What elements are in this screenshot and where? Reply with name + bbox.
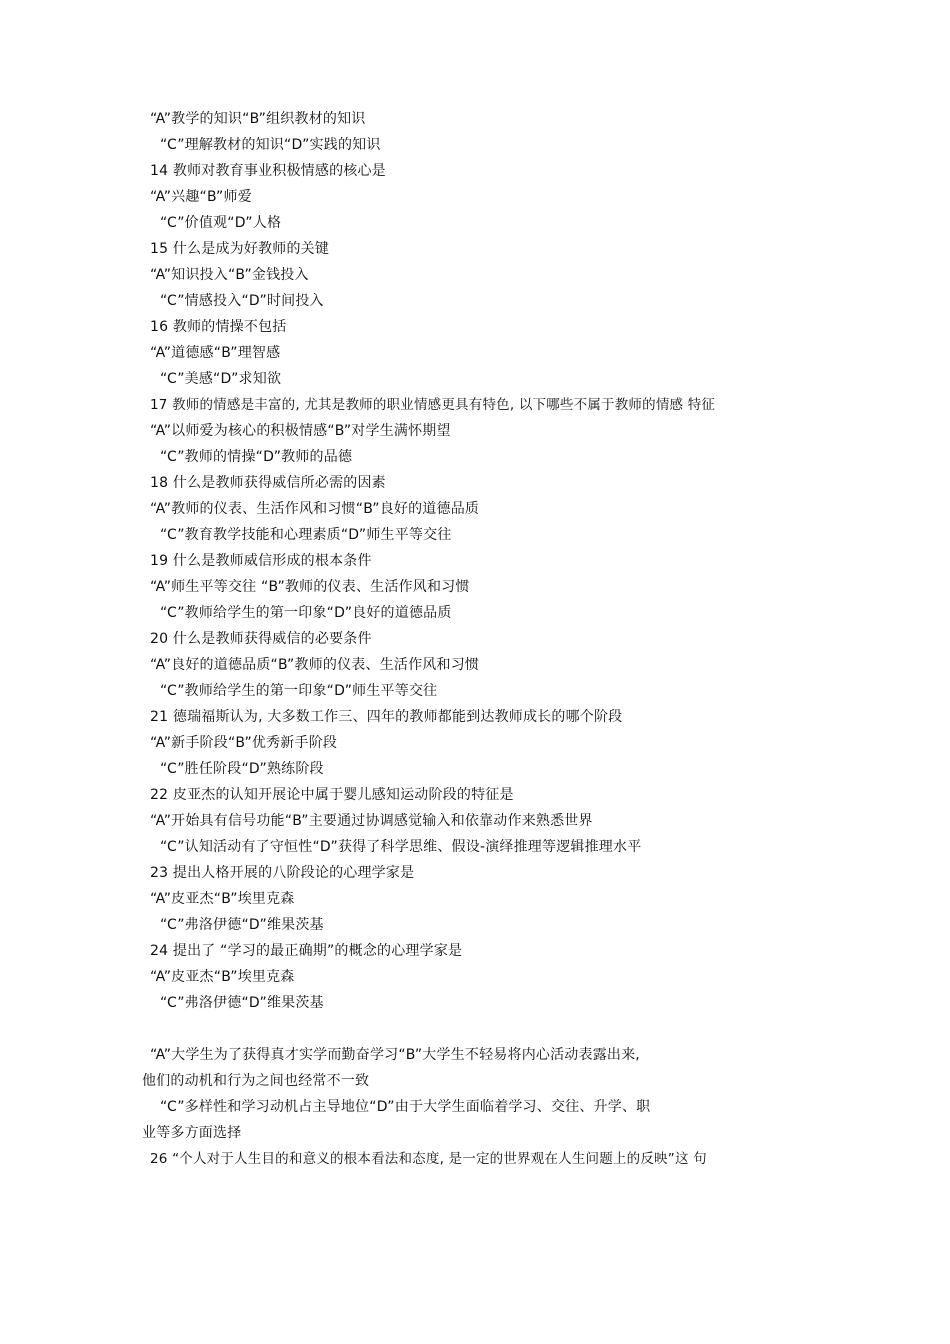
text-line: 19 什么是教师威信形成的根本条件 xyxy=(150,553,372,569)
text-line: “C”教育教学技能和心理素质“D”师生平等交往 xyxy=(160,527,452,543)
text-line: 26 “个人对于人生目的和意义的根本看法和态度, 是一定的世界观在人生问题上的反映”这 句 xyxy=(150,1151,707,1167)
text-line: “A”良好的道德品质“B”教师的仪表、生活作风和习惯 xyxy=(150,657,480,673)
text-line: “A”教学的知识“B”组织教材的知识 xyxy=(150,111,366,127)
text-line: 16 教师的情操不包括 xyxy=(150,319,287,335)
text-line: “C”弗洛伊德“D”维果茨基 xyxy=(160,917,324,933)
text-line: “C”教师的情操“D”教师的品德 xyxy=(160,449,353,465)
text-line: “C”教师给学生的第一印象“D”师生平等交往 xyxy=(160,683,438,699)
text-line: 22 皮亚杰的认知开展论中属于婴儿感知运动阶段的特征是 xyxy=(150,787,514,803)
text-line: “C”弗洛伊德“D”维果茨基 xyxy=(160,995,324,1011)
text-line: “A”以师爱为核心的积极情感“B”对学生满怀期望 xyxy=(150,423,451,439)
text-line: “C”情感投入“D”时间投入 xyxy=(160,293,324,309)
text-line: “A”大学生为了获得真才实学而勤奋学习“B”大学生不轻易将内心活动表露出来, xyxy=(150,1047,640,1063)
text-line: 他们的动机和行为之间也经常不一致 xyxy=(142,1073,370,1089)
text-line: 24 提出了 “学习的最正确期”的概念的心理学家是 xyxy=(150,943,463,959)
text-line: “C”美感“D”求知欲 xyxy=(160,371,282,387)
text-line: “C”理解教材的知识“D”实践的知识 xyxy=(160,137,381,153)
text-line: “C”教师给学生的第一印象“D”良好的道德品质 xyxy=(160,605,452,621)
text-line: “C”胜任阶段“D”熟练阶段 xyxy=(160,761,324,777)
text-line: “A”皮亚杰“B”埃里克森 xyxy=(150,891,295,907)
text-line: 23 提出人格开展的八阶段论的心理学家是 xyxy=(150,865,415,881)
text-line: 17 教师的情感是丰富的, 尤其是教师的职业情感更具有特色, 以下哪些不属于教师的情感 特征 xyxy=(150,397,716,413)
text-line: “A”道德感“B”理智感 xyxy=(150,345,281,361)
text-line: “C”认知活动有了守恒性“D”获得了科学思维、假设-演绎推理等逻辑推理水平 xyxy=(160,839,642,855)
text-line: 业等多方面选择 xyxy=(142,1125,242,1141)
text-line: “C”价值观“D”人格 xyxy=(160,215,282,231)
text-line: “A”新手阶段“B”优秀新手阶段 xyxy=(150,735,338,751)
text-line: 18 什么是教师获得威信所必需的因素 xyxy=(150,475,386,491)
text-line: “A”皮亚杰“B”埃里克森 xyxy=(150,969,295,985)
text-line: “A”知识投入“B”金钱投入 xyxy=(150,267,309,283)
text-line: 15 什么是成为好教师的关键 xyxy=(150,241,330,257)
text-line: 21 德瑞福斯认为, 大多数工作三、四年的教师都能到达教师成长的哪个阶段 xyxy=(150,709,623,725)
text-line: “A”开始具有信号功能“B”主要通过协调感觉输入和依靠动作来熟悉世界 xyxy=(150,813,593,829)
text-line: “C”多样性和学习动机占主导地位“D”由于大学生面临着学习、交往、升学、职 xyxy=(160,1099,651,1115)
text-line: “A”师生平等交往 “B”教师的仪表、生活作风和习惯 xyxy=(150,579,470,595)
text-line: “A”教师的仪表、生活作风和习惯“B”良好的道德品质 xyxy=(150,501,480,517)
text-line: “A”兴趣“B”师爱 xyxy=(150,189,252,205)
text-line: 14 教师对教育事业积极情感的核心是 xyxy=(150,163,386,179)
text-line: 20 什么是教师获得威信的必要条件 xyxy=(150,631,372,647)
